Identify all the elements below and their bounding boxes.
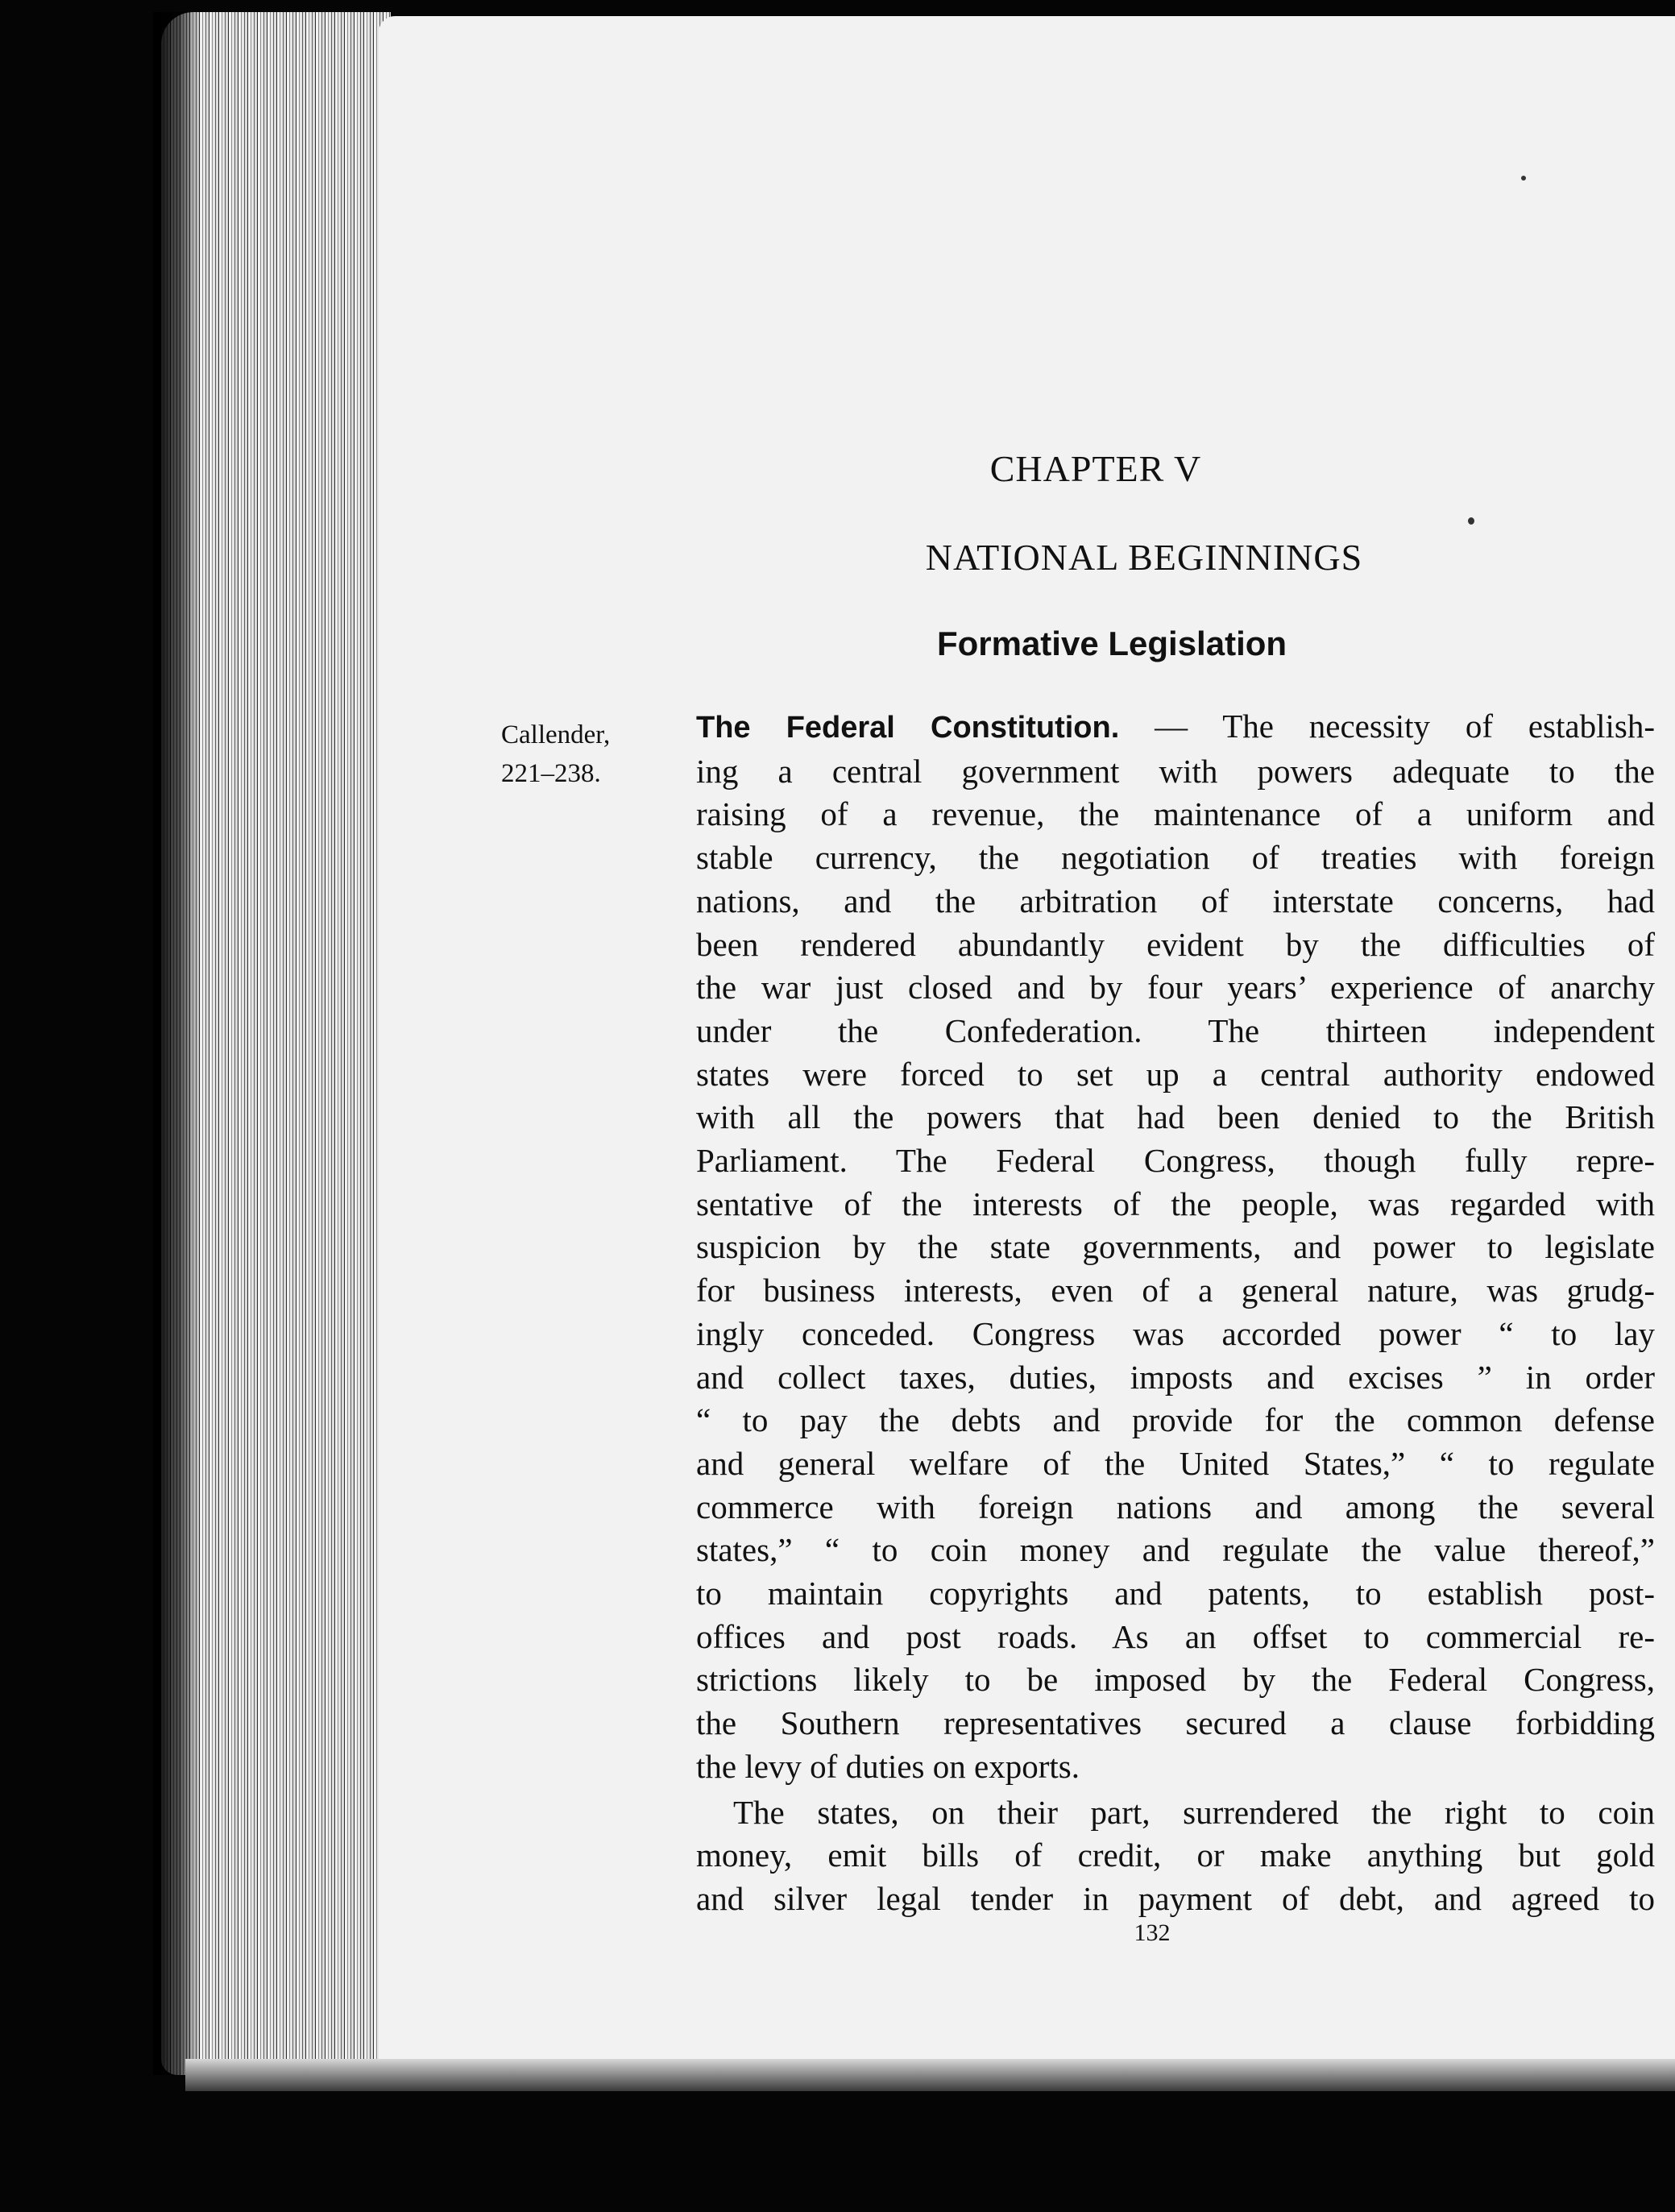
- text-line: to maintain copyrights and patents, to establish post-: [696, 1575, 1655, 1612]
- text-line: ingly conceded. Congress was accorded power “ to lay: [696, 1314, 1655, 1352]
- section-subtitle: Formative Legislation: [936, 625, 1287, 662]
- paper-speck: [1468, 517, 1474, 525]
- text-line: offices and post roads. As an offset to commercial re-: [696, 1617, 1655, 1655]
- body-text: [696, 705, 1655, 1921]
- paper-speck: [1521, 176, 1526, 181]
- text-line: commerce with foreign nations and among the several: [696, 1488, 1655, 1525]
- text-line: and collect taxes, duties, imposts and excises ” in order: [696, 1358, 1655, 1396]
- text-line: the war just closed and by four years’ experience of anarchy: [696, 969, 1655, 1006]
- text-line: the levy of duties on exports.: [696, 1747, 1080, 1785]
- text-line: and general welfare of the United States,” “ to regulate: [696, 1444, 1655, 1482]
- text-line: money, emit bills of credit, or make anything but gold: [696, 1836, 1655, 1874]
- text-line: under the Confederation. The thirteen independent: [696, 1011, 1655, 1049]
- text-line: “ to pay the debts and provide for the common defense: [696, 1401, 1655, 1439]
- paragraph-1: [696, 705, 1655, 1789]
- text-line: The Federal Constitution. — The necessity of establish-: [696, 708, 1655, 745]
- book-spine-shadow: [153, 12, 201, 2075]
- text-line: sentative of the interests of the people, was regarded with: [696, 1185, 1655, 1222]
- text-line: with all the powers that had been denied to the British: [696, 1098, 1655, 1136]
- chapter-title: NATIONAL BEGINNINGS: [925, 537, 1363, 578]
- chapter-heading: CHAPTER V: [989, 448, 1202, 489]
- text-line: states,” “ to coin money and regulate the value thereof,”: [696, 1531, 1655, 1569]
- text-line: states were forced to set up a central authority endowed: [696, 1055, 1655, 1093]
- text-line: suspicion by the state governments, and power to legislate: [696, 1228, 1655, 1266]
- text-line: the Southern representatives secured a clause forbidding: [696, 1704, 1655, 1742]
- text-line: nations, and the arbitration of interstate concerns, had: [696, 882, 1655, 919]
- text-line: Parliament. The Federal Congress, though fully repre-: [696, 1142, 1655, 1180]
- text-line: and silver legal tender in payment of debt, and agreed to: [696, 1879, 1655, 1917]
- text-line: strictions likely to be imposed by the Federal Congress,: [696, 1661, 1655, 1699]
- margin-reference-author: Callender,: [501, 720, 611, 749]
- margin-reference-pages: 221–238.: [501, 759, 601, 788]
- text-line: raising of a revenue, the maintenance of a uniform and: [696, 795, 1655, 833]
- text-line: The states, on their part, surrendered the right to coin: [733, 1793, 1655, 1831]
- paragraph-2: [696, 1791, 1655, 1921]
- page-bottom-edge: [185, 2059, 1675, 2091]
- text-line: ing a central government with powers adequate to the: [696, 752, 1655, 790]
- margin-reference: [501, 716, 646, 793]
- page-number: 132: [1134, 1919, 1171, 1946]
- text-line: for business interests, even of a general nature, was grudg-: [696, 1272, 1655, 1309]
- text-line: been rendered abundantly evident by the difficulties of: [696, 925, 1655, 963]
- text-line: stable currency, the negotiation of treaties with foreign: [696, 839, 1655, 877]
- paragraph-lead: The Federal Constitution.: [696, 711, 1120, 745]
